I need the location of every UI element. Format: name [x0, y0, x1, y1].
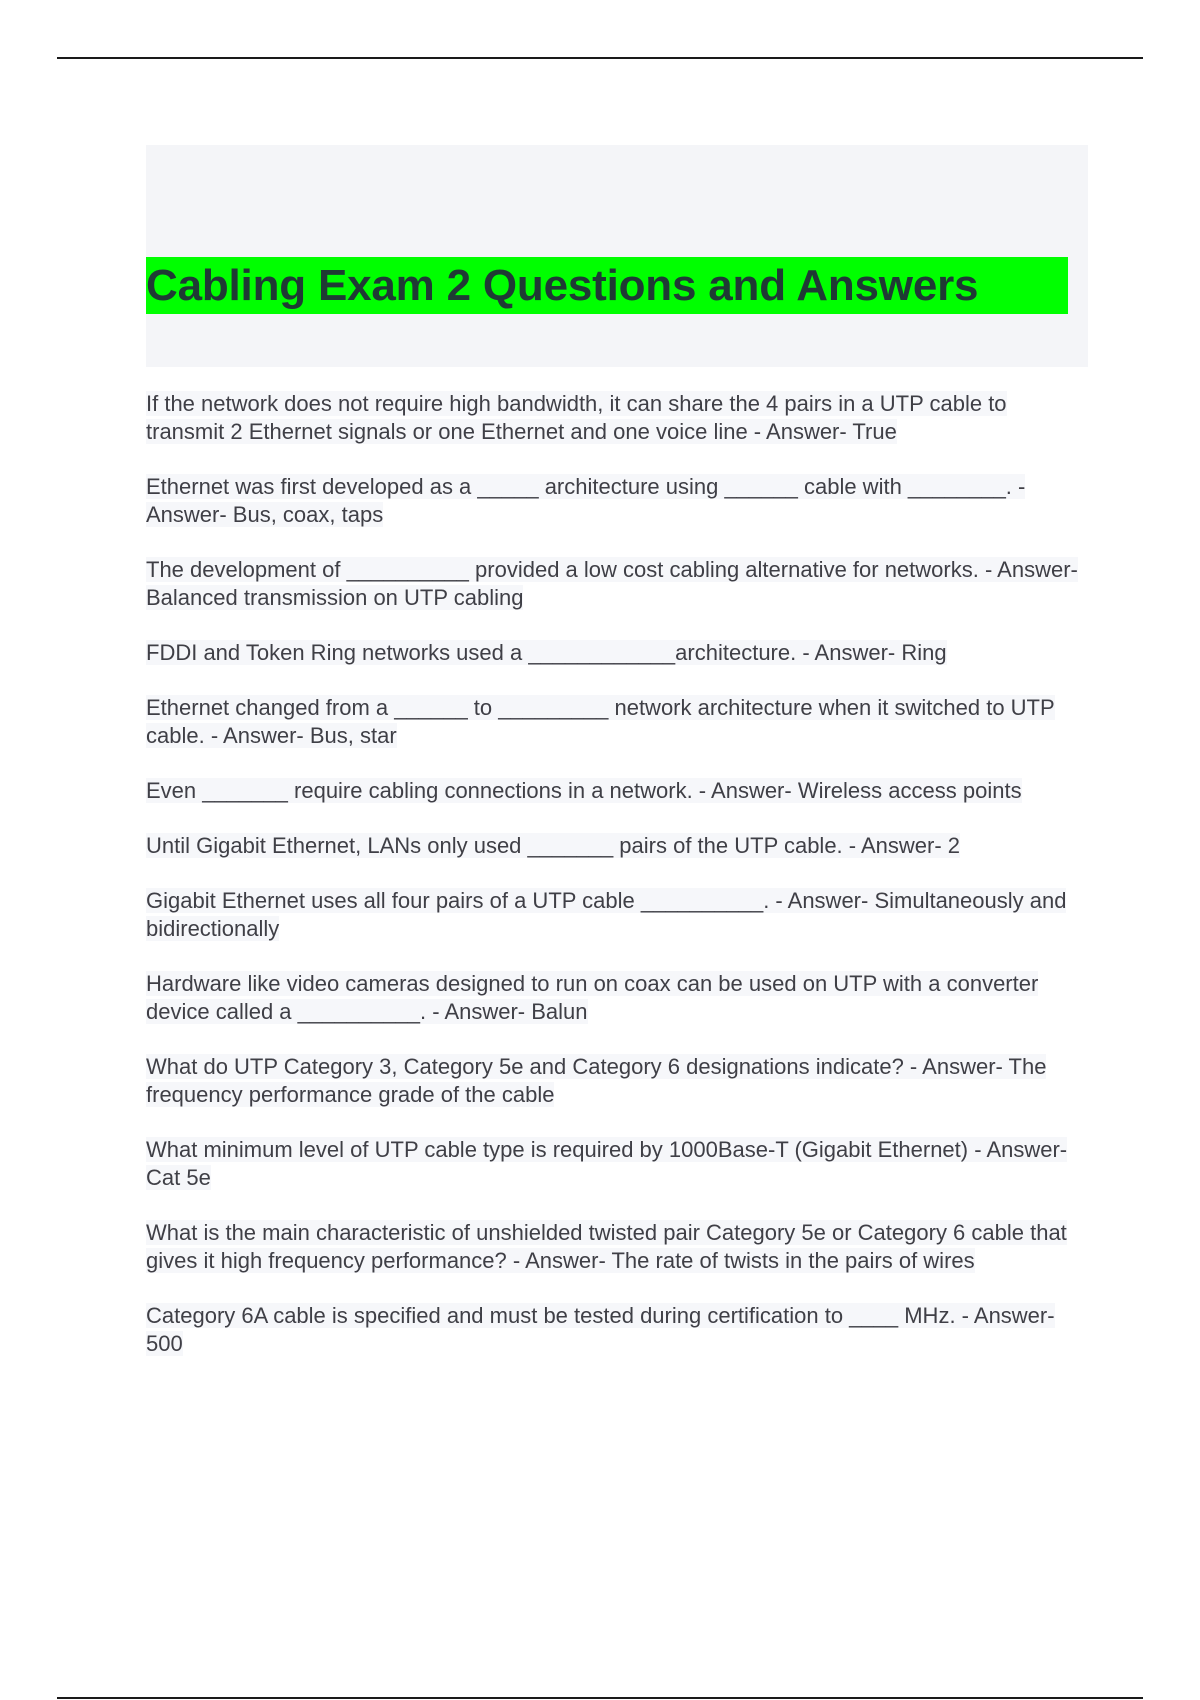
qa-text: Hardware like video cameras designed to run on coax can be used on UTP with a converter device called a __________. - Answer- Balun — [146, 971, 1039, 1024]
qa-text: Ethernet changed from a ______ to _________ network architecture when it switched to UTP cable. - Answer- Bus, star — [146, 695, 1055, 748]
qa-text: The development of __________ provided a low cost cabling alternative for networks. - Answer- Balanced transmission on UTP cabling — [146, 557, 1078, 610]
qa-item — [146, 887, 1088, 943]
qa-item — [146, 1053, 1088, 1109]
qa-text: FDDI and Token Ring networks used a ____________architecture. - Answer- Ring — [146, 640, 947, 665]
qa-text: Even _______ require cabling connections in a network. - Answer- Wireless access points — [146, 778, 1022, 803]
qa-text: Ethernet was first developed as a _____ architecture using ______ cable with ________. - Answer- Bus, coax, taps — [146, 474, 1026, 527]
qa-list — [146, 390, 1088, 1358]
title-band — [146, 145, 1088, 367]
qa-item — [146, 556, 1088, 612]
qa-text: What minimum level of UTP cable type is required by 1000Base-T (Gigabit Ethernet) - Answer- Cat 5e — [146, 1137, 1068, 1190]
qa-item — [146, 1219, 1088, 1275]
document-title: Cabling Exam 2 Questions and Answers — [146, 257, 1068, 314]
bottom-rule — [57, 1697, 1143, 1699]
qa-text: What is the main characteristic of unshielded twisted pair Category 5e or Category 6 cable that gives it high frequency performance? - Answer- The rate of twists in the pairs of wires — [146, 1220, 1067, 1273]
qa-item — [146, 970, 1088, 1026]
qa-item — [146, 390, 1088, 446]
qa-item — [146, 473, 1088, 529]
qa-item — [146, 832, 1088, 860]
qa-item — [146, 694, 1088, 750]
qa-text: Category 6A cable is specified and must be tested during certification to ____ MHz. - Answer- 500 — [146, 1303, 1055, 1356]
qa-item — [146, 639, 1088, 667]
document-content — [146, 145, 1088, 1385]
qa-item — [146, 1136, 1088, 1192]
qa-item — [146, 1302, 1088, 1358]
qa-text: What do UTP Category 3, Category 5e and Category 6 designations indicate? - Answer- The frequency performance grade of the cable — [146, 1054, 1047, 1107]
qa-text: Until Gigabit Ethernet, LANs only used _______ pairs of the UTP cable. - Answer- 2 — [146, 833, 961, 858]
qa-text: Gigabit Ethernet uses all four pairs of a UTP cable __________. - Answer- Simultaneously and bidirectionally — [146, 888, 1067, 941]
top-rule — [57, 57, 1143, 59]
qa-item — [146, 777, 1088, 805]
qa-text: If the network does not require high bandwidth, it can share the 4 pairs in a UTP cable to transmit 2 Ethernet signals or one Ethernet and one voice line - Answer- True — [146, 391, 1007, 444]
